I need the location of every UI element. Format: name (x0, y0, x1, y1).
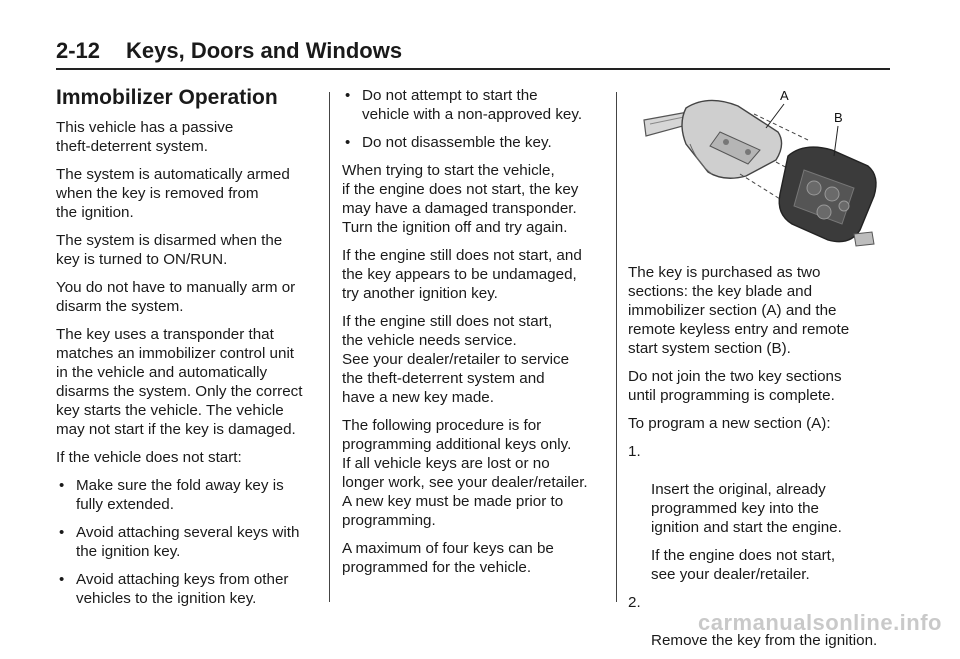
page-number: 2-12 (56, 38, 101, 63)
paragraph: The system is disarmed when the key is turned to ON/RUN. (56, 232, 283, 268)
column-right (628, 86, 898, 659)
section-heading: Immobilizer Operation (56, 86, 278, 109)
watermark: carmanualsonline.info (698, 610, 942, 635)
paragraph: The key is purchased as two sections: the key blade and immobilizer section (A) and the remote keyless entry and remote start system section (B). (628, 264, 850, 357)
paragraph: You do not have to manually arm or disarm the system. (56, 279, 296, 315)
step-text: Remove the key from the ignition. (651, 632, 878, 649)
paragraph: The system is automatically armed when the key is removed from the ignition. (56, 166, 290, 221)
column-divider (329, 92, 330, 602)
paragraph: The key uses a transponder that matches an immobilizer control unit in the vehicle and automatically disarms the system. Only the correct key starts the vehicle. The vehicle may not start if the key is damaged. (56, 326, 303, 438)
immobilizer-section-icon (682, 100, 782, 178)
chapter-title: Keys, Doors and Windows (126, 38, 403, 63)
bullet-item: • Avoid attaching keys from other vehicles to the ignition key. (56, 570, 322, 608)
bullet-item: • Avoid attaching several keys with the ignition key. (56, 523, 322, 561)
step-note: If the engine does not start, see your dealer/retailer. (651, 547, 836, 583)
key-sections-illustration (628, 84, 888, 252)
numbered-step (628, 442, 898, 537)
bullet-item: • Make sure the fold away key is fully extended. (56, 476, 322, 514)
paragraph: To program a new section (A): (628, 415, 831, 432)
paragraph: If the engine still does not start, and the key appears to be undamaged, try another ignition key. (342, 247, 582, 302)
label-b: B (834, 110, 843, 125)
label-a: A (780, 88, 789, 103)
paragraph: A maximum of four keys can be programmed for the vehicle. (342, 540, 554, 576)
paragraph: This vehicle has a passive theft-deterrent system. (56, 119, 234, 155)
step-number: 2. (628, 594, 641, 611)
column-divider (616, 92, 617, 602)
paragraph: The following procedure is for programming additional keys only. If all vehicle keys are lost or no longer work, see your dealer/retailer. A new key must be made prior to programming. (342, 417, 588, 529)
bullet-item: • Do not attempt to start the vehicle with a non-approved key. (342, 86, 612, 124)
step-text: Insert the original, already programmed key into the ignition and start the engine. (651, 481, 842, 536)
paragraph: When trying to start the vehicle, if the engine does not start, the key may have a damaged transponder. Turn the ignition off and try again. (342, 162, 579, 236)
paragraph: If the engine still does not start, the vehicle needs service. See your dealer/retailer to service the theft-deterrent system and have a new key made. (342, 313, 570, 406)
column-middle (342, 86, 612, 586)
remote-section-icon (779, 147, 876, 246)
paragraph: Do not join the two key sections until programming is complete. (628, 368, 842, 404)
paragraph: If the vehicle does not start: (56, 449, 242, 466)
column-left (56, 86, 322, 617)
bullet-item: • Do not disassemble the key. (342, 133, 612, 152)
page-header (56, 36, 890, 70)
step-number: 1. (628, 443, 641, 460)
